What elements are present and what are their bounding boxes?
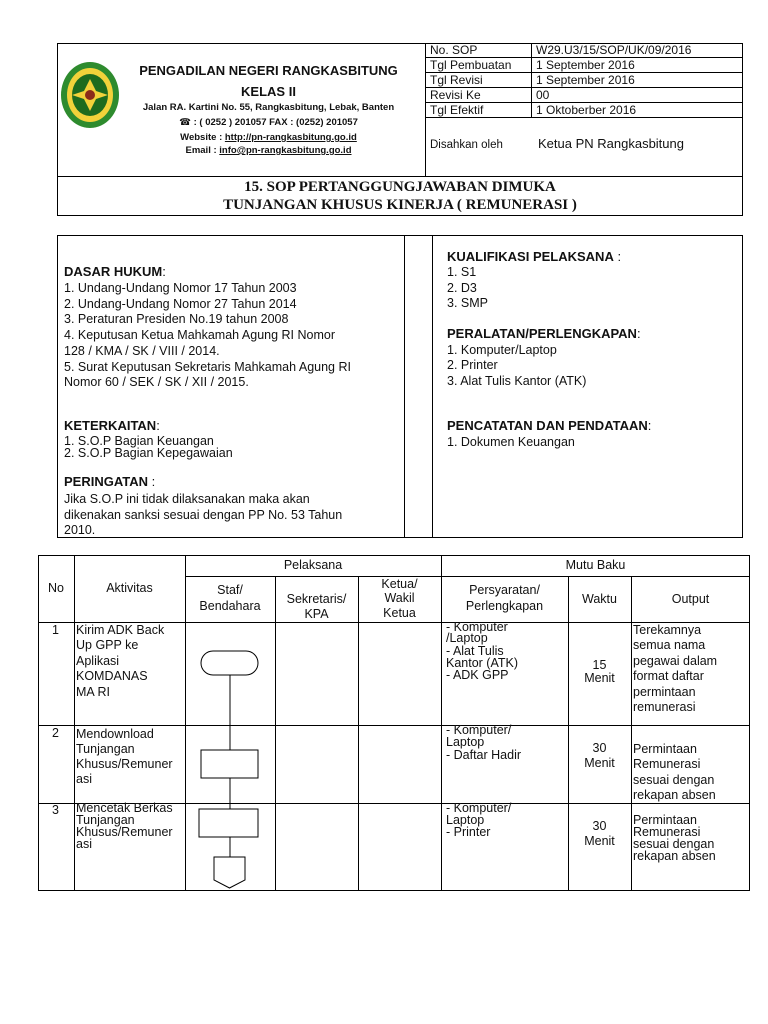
meta-value-tgl-pembuatan: 1 September 2016	[536, 58, 635, 72]
keterkaitan-item: 1. S.O.P Bagian Keuangan	[64, 434, 214, 448]
row-output-line: pegawai dalam	[633, 654, 718, 668]
dasar-hukum-item: Nomor 60 / SEK / SK / XII / 2015.	[64, 375, 249, 389]
col-header-ketua: Ketua	[383, 606, 416, 620]
col-header-persyaratan: Persyaratan/	[469, 583, 540, 597]
row-persyaratan-line: Laptop	[446, 813, 485, 827]
meta-label-tgl-pembuatan: Tgl Pembuatan	[430, 58, 512, 72]
meta-value-revisi-ke: 00	[536, 88, 550, 102]
col-header-ketua: Ketua/	[381, 577, 418, 591]
meta-value-tgl-revisi: 1 September 2016	[536, 73, 635, 87]
meta-label-tgl-revisi: Tgl Revisi	[430, 73, 483, 87]
col-header-aktivitas: Aktivitas	[106, 581, 153, 595]
row-number: 1	[52, 623, 59, 637]
dasar-hukum-item: 4. Keputusan Ketua Mahkamah Agung RI Nomor	[64, 328, 335, 342]
pencatatan-item: 1. Dokumen Keuangan	[447, 435, 575, 449]
row-waktu: Menit	[584, 756, 615, 770]
row-waktu: 30	[592, 741, 607, 755]
kualifikasi-title: KUALIFIKASI PELAKSANA	[447, 249, 614, 264]
peringatan-line: dikenakan sanksi sesuai dengan PP No. 53 Tahun	[64, 508, 343, 522]
row-number: 3	[52, 803, 59, 817]
row-persyaratan-line: - Alat Tulis	[446, 644, 504, 658]
row-output-line: Permintaan	[633, 742, 697, 756]
pencatatan-heading: PENCATATAN DAN PENDATAAN:	[447, 418, 652, 433]
website-link[interactable]: http://pn-rangkasbitung.go.id	[224, 132, 357, 143]
dasar-hukum-heading: DASAR HUKUM:	[64, 264, 166, 279]
col-header-staf: Staf/	[217, 583, 243, 597]
meta-label-no-sop: No. SOP	[430, 43, 478, 57]
org-phone: ☎ : ( 0252 ) 201057 FAX : (0252) 201057	[179, 117, 358, 128]
row-aktivitas-line: Mencetak Berkas	[76, 801, 173, 815]
row-aktivitas-line: Up GPP ke	[76, 638, 139, 652]
kualifikasi-item: 3. SMP	[447, 296, 488, 310]
row-persyaratan-line: - ADK GPP	[446, 668, 509, 682]
meta-label-revisi-ke: Revisi Ke	[430, 88, 481, 102]
flow-start-terminator	[201, 651, 258, 675]
row-output-line: Remunerasi	[633, 825, 701, 839]
row-aktivitas-line: asi	[76, 772, 92, 786]
row-output-line: sesuai dengan	[633, 773, 715, 787]
kualifikasi-heading: KUALIFIKASI PELAKSANA :	[447, 249, 622, 264]
row-output-line: sesuai dengan	[633, 837, 715, 851]
row-persyaratan-line: - Komputer/	[446, 723, 512, 737]
row-output-line: Permintaan	[633, 813, 697, 827]
keterkaitan-heading: KETERKAITAN:	[64, 418, 160, 433]
row-persyaratan-line: - Printer	[446, 825, 491, 839]
row-output-line: remunerasi	[633, 700, 696, 714]
row-aktivitas-line: Mendownload	[76, 727, 154, 741]
dasar-hukum-item: 2. Undang-Undang Nomor 27 Tahun 2014	[64, 297, 297, 311]
org-class: KELAS II	[241, 84, 296, 99]
row-output-line: Remunerasi	[633, 757, 701, 771]
kualifikasi-item: 2. D3	[447, 281, 477, 295]
dasar-hukum-title: DASAR HUKUM	[64, 264, 163, 279]
org-name: PENGADILAN NEGERI RANGKASBITUNG	[139, 63, 398, 78]
website-label: Website :	[180, 132, 225, 143]
peralatan-item: 1. Komputer/Laptop	[447, 343, 557, 357]
peralatan-title: PERALATAN/PERLENGKAPAN	[447, 326, 637, 341]
flow-offpage-connector	[214, 857, 245, 888]
peringatan-line: 2010.	[64, 523, 96, 537]
row-output-line: rekapan absen	[633, 788, 716, 802]
dasar-hukum-item: 5. Surat Keputusan Sekretaris Mahkamah Agung RI	[64, 360, 351, 374]
row-aktivitas-line: Tunjangan	[76, 742, 135, 756]
row-output-line: permintaan	[633, 685, 696, 699]
sop-title-line2: TUNJANGAN KHUSUS KINERJA ( REMUNERASI )	[223, 197, 577, 213]
row-output-line: Terekamnya	[633, 623, 702, 637]
col-header-persyaratan: Perlengkapan	[465, 599, 544, 613]
col-header-output: Output	[671, 592, 710, 606]
row-waktu: Menit	[584, 671, 615, 685]
row-aktivitas-line: Khusus/Remuner	[76, 757, 173, 771]
dasar-hukum-item: 1. Undang-Undang Nomor 17 Tahun 2003	[64, 281, 297, 295]
dasar-hukum-item: 128 / KMA / SK / VIII / 2014.	[64, 344, 220, 358]
row-persyaratan-line: Kantor (ATK)	[446, 656, 519, 670]
col-header-staf: Bendahara	[199, 599, 261, 613]
peringatan-line: Jika S.O.P ini tidak dilaksanakan maka akan	[64, 492, 310, 506]
row-waktu: Menit	[584, 834, 615, 848]
row-persyaratan-line: /Laptop	[446, 631, 488, 645]
email-label: Email :	[185, 145, 220, 156]
row-aktivitas-line: KOMDANAS	[76, 669, 148, 683]
row-waktu: 30	[592, 819, 607, 833]
col-header-sekretaris: KPA	[304, 607, 329, 621]
flow-process-box	[199, 809, 258, 837]
org-address: Jalan RA. Kartini No. 55, Rangkasbitung, Lebak, Banten	[142, 102, 395, 113]
keterkaitan-item: 2. S.O.P Bagian Kepegawaian	[64, 446, 233, 460]
kualifikasi-item: 1. S1	[447, 265, 477, 279]
col-header-ketua: Wakil	[384, 591, 415, 605]
meta-value-tgl-efektif: 1 Oktoberber 2016	[536, 103, 637, 117]
row-persyaratan-line: - Komputer/	[446, 801, 512, 815]
col-header-waktu: Waktu	[582, 592, 617, 606]
row-output-line: format daftar	[633, 669, 704, 683]
peralatan-item: 3. Alat Tulis Kantor (ATK)	[447, 374, 587, 388]
row-aktivitas-line: Khusus/Remuner	[76, 825, 173, 839]
email-link[interactable]: info@pn-rangkasbitung.go.id	[219, 145, 352, 156]
peringatan-title: PERINGATAN	[64, 474, 149, 489]
row-output-line: semua nama	[633, 638, 706, 652]
peralatan-heading: PERALATAN/PERLENGKAPAN:	[447, 326, 641, 341]
row-persyaratan-line: - Komputer	[446, 620, 508, 634]
row-persyaratan-line: Laptop	[446, 735, 485, 749]
peralatan-item: 2. Printer	[447, 358, 498, 372]
approval-label: Disahkan oleh	[430, 139, 503, 151]
row-aktivitas-line: Tunjangan	[76, 813, 135, 827]
row-aktivitas-line: Kirim ADK Back	[76, 623, 165, 637]
col-header-pelaksana: Pelaksana	[283, 558, 343, 572]
peringatan-heading: PERINGATAN :	[64, 474, 156, 489]
pencatatan-title: PENCATATAN DAN PENDATAAN	[447, 418, 648, 433]
meta-label-tgl-efektif: Tgl Efektif	[430, 103, 484, 117]
col-header-sekretaris: Sekretaris/	[286, 592, 347, 606]
keterkaitan-title: KETERKAITAN	[64, 418, 157, 433]
meta-value-no-sop: W29.U3/15/SOP/UK/09/2016	[536, 43, 692, 57]
dasar-hukum-item: 3. Peraturan Presiden No.19 tahun 2008	[64, 312, 289, 326]
sop-title-line1: 15. SOP PERTANGGUNGJAWABAN DIMUKA	[244, 179, 556, 195]
col-header-no: No	[48, 581, 64, 595]
row-aktivitas-line: MA RI	[76, 685, 111, 699]
approval-value: Ketua PN Rangkasbitung	[538, 136, 684, 151]
flow-process-box	[201, 750, 258, 778]
row-waktu: 15	[592, 658, 607, 672]
col-header-mutu-baku: Mutu Baku	[565, 558, 626, 572]
row-aktivitas-line: asi	[76, 837, 92, 851]
row-number: 2	[52, 726, 59, 740]
row-aktivitas-line: Aplikasi	[76, 654, 120, 668]
row-output-line: rekapan absen	[633, 849, 716, 863]
row-persyaratan-line: - Daftar Hadir	[446, 748, 522, 762]
